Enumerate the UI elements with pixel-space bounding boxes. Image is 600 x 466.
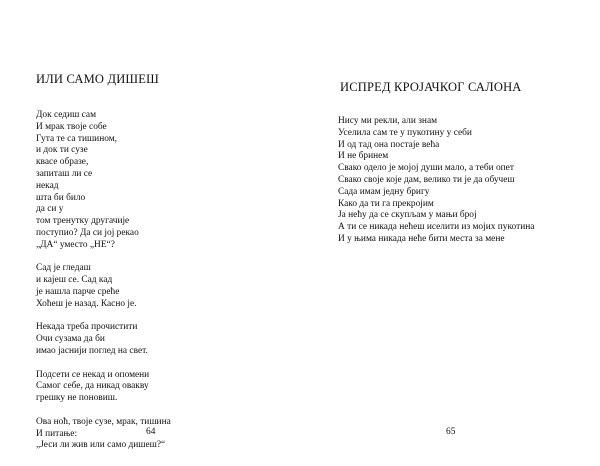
poem-line: Док седиш сам xyxy=(36,110,97,120)
poem-line: шта би било xyxy=(36,192,86,203)
poem-line: поступио? Да си јој рекао xyxy=(36,227,139,238)
right-page xyxy=(300,0,600,466)
poem-line: А ти се никада нећеш иселити из мојих пукотина xyxy=(338,222,535,233)
poem-line: Некада треба прочистити xyxy=(36,322,138,333)
stanza xyxy=(36,370,171,405)
poem-line: И мрак твоје собе xyxy=(36,121,107,132)
poem-line: и кајеш се. Сад кад xyxy=(36,275,113,286)
poem-line: И не бринем xyxy=(338,151,389,162)
page-number: 64 xyxy=(146,427,156,437)
poem-line: је нашла парче среће xyxy=(36,286,120,297)
poem-line: запиташ ли се xyxy=(36,168,93,179)
page-number: 65 xyxy=(446,427,456,437)
poem-line: Сада имам једну бригу xyxy=(338,186,430,197)
poem-line: Очи сузама да би xyxy=(36,334,105,345)
poem-title: ИЛИ САМО ДИШЕШ xyxy=(36,72,159,86)
poem-line: Уселила сам те у пукотину у себи xyxy=(338,127,472,138)
stanza xyxy=(338,116,534,246)
poem-line: Свако своје које дам, велико ти је да обучеш xyxy=(338,174,515,185)
poem-body xyxy=(36,110,171,452)
poem-line: грешку не поновиш. xyxy=(36,393,118,404)
poem-line: „ДА“ уместо „НЕ“? xyxy=(36,239,115,250)
poem-line: И од тад она постаје већа xyxy=(338,139,440,150)
poem-line: Хоћеш је назад. Касно је. xyxy=(36,298,137,309)
poem-line: Како да ти га прекројим xyxy=(338,198,434,209)
stanza xyxy=(36,110,171,252)
poem-line: И питање: xyxy=(36,428,78,439)
poem-line: имао јаснији поглед на свет. xyxy=(36,345,148,356)
poem-line: Нису ми рекли, али знам xyxy=(338,116,438,126)
poem-line: Гута те са тишином, xyxy=(36,133,118,144)
poem-line: том тренутку другачије xyxy=(36,216,130,227)
poem-line: Самог себе, да никад овакву xyxy=(36,381,149,392)
poem-line: Сад је гледаш xyxy=(36,263,91,274)
poem-line: „Јеси ли жив или само дишеш?“ xyxy=(36,440,166,451)
poem-line: Свако одело је мојој души мало, а теби опет xyxy=(338,163,514,174)
poem-title: ИСПРЕД КРОЈАЧКОГ САЛОНА xyxy=(340,80,522,94)
poem-line: Ова ноћ, твоје сузе, мрак, тишина xyxy=(36,416,171,427)
poem-line: некад xyxy=(36,180,59,191)
poem-line: Ја нећу да се скупљам у мањи број xyxy=(338,210,477,221)
poem-line: Подсети се некад и опомени xyxy=(36,369,150,380)
poem-body xyxy=(338,116,534,246)
stanza xyxy=(36,263,171,310)
poem-line: и док ти сузе xyxy=(36,145,88,156)
poem-line: квасе образе, xyxy=(36,157,89,168)
poem-line: И у њима никада неће бити места за мене xyxy=(338,233,505,244)
stanza xyxy=(36,322,171,357)
poem-line: да си у xyxy=(36,204,64,215)
